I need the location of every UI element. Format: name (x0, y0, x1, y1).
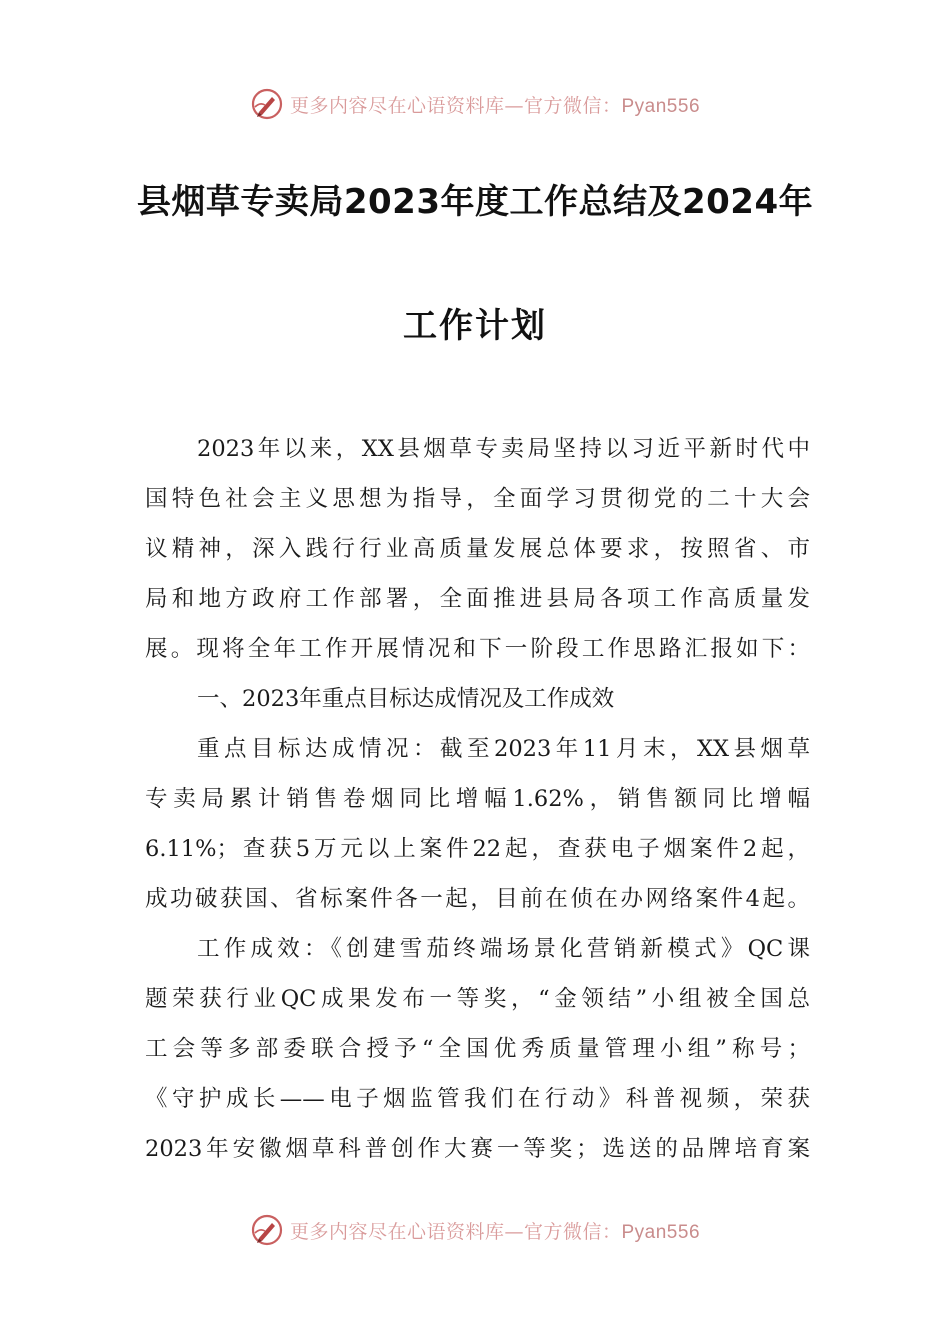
paragraph-line: 局和地方政府工作部署，全面推进县局各项工作高质量发 (145, 586, 810, 612)
watermark-text: 更多内容尽在心语资料库—官方微信：Pyan556 (289, 94, 701, 117)
paragraph-line: 题荣获行业QC成果发布一等奖，“金领结”小组被全国总 (145, 986, 810, 1012)
paragraph-line: 工作成效：《创建雪茄终端场景化营销新模式》QC课 (197, 936, 810, 962)
paragraph-line: 国特色社会主义思想为指导，全面学习贯彻党的二十大会 (145, 486, 810, 512)
pen-logo-icon (250, 87, 284, 121)
document-body (145, 424, 810, 1174)
paragraph-line: 成功破获国、省标案件各一起，目前在侦在办网络案件4起。 (145, 886, 810, 912)
watermark-header (0, 84, 950, 124)
paragraph-line: 《守护成长——电子烟监管我们在行动》科普视频，荣获 (145, 1086, 810, 1112)
watermark-footer (0, 1210, 950, 1250)
paragraph-line: 6.11%；查获5万元以上案件22起，查获电子烟案件2起， (145, 836, 810, 862)
pen-logo-icon (250, 1213, 284, 1247)
document-title-line-2: 工作计划 (403, 306, 547, 346)
paragraph-line: 工会等多部委联合授予“全国优秀质量管理小组”称号； (145, 1036, 810, 1062)
paragraph-line: 2023年安徽烟草科普创作大赛一等奖；选送的品牌培育案 (145, 1136, 810, 1162)
paragraph-line: 议精神，深入践行行业高质量发展总体要求，按照省、市 (145, 536, 810, 562)
paragraph-line: 重点目标达成情况：截至2023年11月末，XX县烟草 (197, 736, 810, 762)
document-title-line-1: 县烟草专卖局2023年度工作总结及2024年 (136, 182, 814, 222)
paragraph-line: 专卖局累计销售卷烟同比增幅1.62%，销售额同比增幅 (145, 786, 810, 812)
paragraph-line: 展。现将全年工作开展情况和下一阶段工作思路汇报如下： (145, 636, 810, 662)
paragraph-line: 2023年以来，XX县烟草专卖局坚持以习近平新时代中 (197, 436, 810, 462)
watermark-text: 更多内容尽在心语资料库—官方微信：Pyan556 (289, 1220, 701, 1243)
section-heading: 一、2023年重点目标达成情况及工作成效 (197, 686, 615, 712)
